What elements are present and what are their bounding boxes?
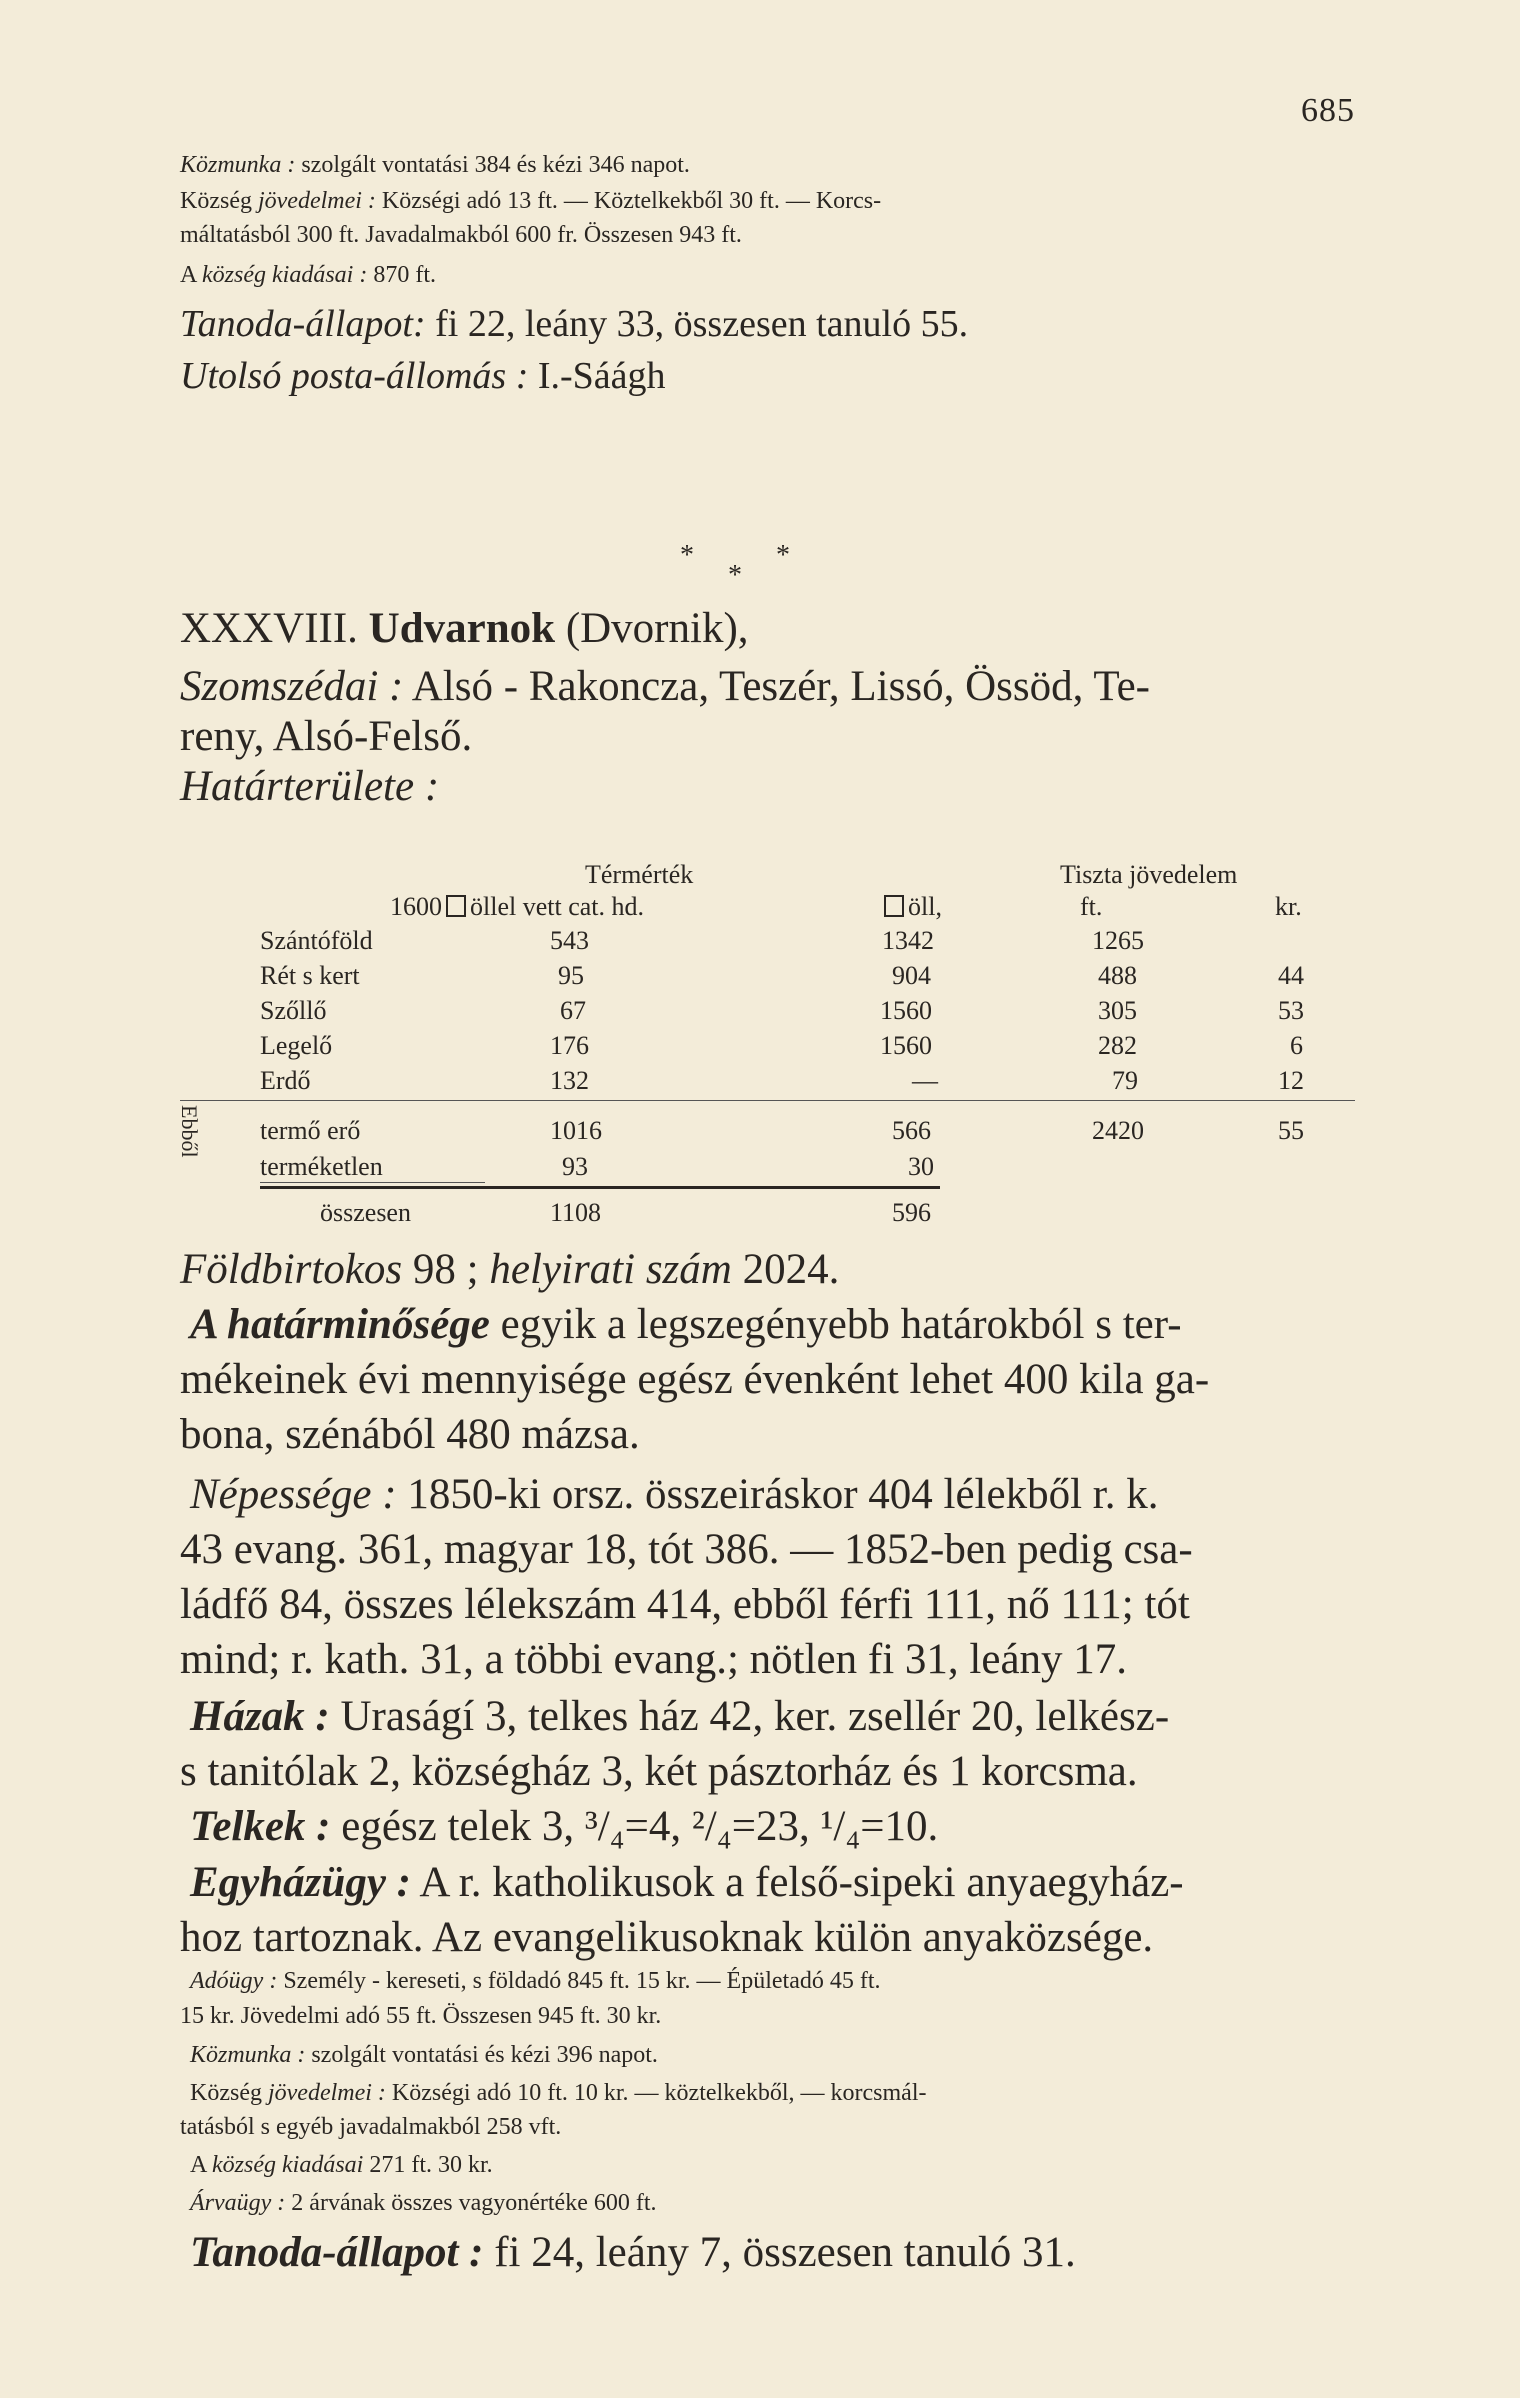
adougy-label: Adóügy : xyxy=(190,1968,278,1994)
row-label: Szántóföld xyxy=(260,926,373,955)
intro-posta-line xyxy=(180,354,666,398)
row-hd: 132 xyxy=(550,1066,589,1095)
intro-kiadas-line xyxy=(180,262,436,289)
egyhazugy-text-2: hoz tartoznak. Az evangelikusoknak külön anyaközsége. xyxy=(180,1914,1154,1961)
adougy-text-2: 15 kr. Jövedelmi adó 55 ft. Összesen 945 ft. 30 kr. xyxy=(180,2003,662,2029)
row-kr: 12 xyxy=(1278,1066,1304,1095)
hatarminosege-line1 xyxy=(190,1300,1182,1349)
foldbirtokos-num: 98 ; xyxy=(412,1246,479,1293)
row-ft: 282 xyxy=(1098,1031,1137,1060)
row-ft: 79 xyxy=(1112,1066,1138,1095)
kiadas-label: község kiadásai : xyxy=(202,262,368,288)
egyhazugy-line1 xyxy=(190,1858,1184,1907)
row-oll: 1560 xyxy=(880,1031,932,1060)
telkek-text: egész telek 3, ³/₄=4, ²/₄=23, ¹/₄=10. xyxy=(341,1803,939,1850)
termeketlen-hd: 93 xyxy=(562,1152,588,1181)
section-stars xyxy=(680,540,800,600)
szomszedai-line1 xyxy=(180,662,1150,711)
termo-oll: 566 xyxy=(892,1116,931,1145)
kiadas-a: A xyxy=(180,262,197,288)
hazak-text-1: Uraságí 3, telkes ház 42, ker. zsellér 20, lelkész- xyxy=(340,1693,1170,1740)
jovedelmei-text-2: tatásból s egyéb javadalmakból 258 vft. xyxy=(180,2114,562,2140)
row-kr: 6 xyxy=(1290,1031,1303,1060)
header-oll xyxy=(880,892,942,922)
page-number: 685 xyxy=(1301,92,1355,129)
row-hd: 67 xyxy=(560,996,586,1025)
kiadasai-a: A xyxy=(190,2152,207,2178)
jovedelem-text-2: máltatásból 300 ft. Javadalmakból 600 fr. Összesen 943 ft. xyxy=(180,222,742,248)
kiadasai-text: 271 ft. 30 kr. xyxy=(369,2152,493,2178)
szomszedai-text-2: reny, Alsó-Felső. xyxy=(180,713,473,760)
entry-name: Udvarnok xyxy=(368,605,556,652)
row-label: Legelő xyxy=(260,1031,333,1060)
telkek-line xyxy=(190,1802,938,1851)
hatarminosege-text-3: bona, szénából 480 mázsa. xyxy=(180,1411,640,1458)
star-bottom: * xyxy=(728,560,742,591)
intro-kozmunka-line xyxy=(180,152,690,179)
egyhazugy-label: Egyházügy : xyxy=(190,1859,411,1906)
entry-number: XXXVIII. xyxy=(180,605,358,652)
intro-tanoda-line xyxy=(180,302,968,346)
hatarminosege-text-1: egyik a legszegényebb határokból s ter- xyxy=(500,1301,1182,1348)
row-ft: 305 xyxy=(1098,996,1137,1025)
tanoda-final-line xyxy=(190,2228,1076,2277)
intro-jovedelem-line1 xyxy=(180,188,881,215)
egyhazugy-text-1: A r. katholikusok a felső-sipeki anyaegyház- xyxy=(419,1859,1184,1906)
sum-rule xyxy=(260,1186,940,1189)
osszesen-oll: 596 xyxy=(892,1198,931,1227)
tanoda-label: Tanoda-állapot: xyxy=(180,303,426,345)
jovedelmei-a: Község xyxy=(190,2080,262,2106)
nepessege-text-1: 1850-ki orsz. összeiráskor 404 lélekből r. k. xyxy=(407,1471,1159,1518)
hatarterulete-label: Határterülete : xyxy=(180,763,440,810)
nepessege-text-3: ládfő 84, összes lélekszám 414, ebből férfi 111, nő 111; tót xyxy=(180,1581,1190,1628)
row-hd: 543 xyxy=(550,926,589,955)
nepessege-text-2: 43 evang. 361, magyar 18, tót 386. — 1852-ben pedig csa- xyxy=(180,1526,1193,1573)
adougy-text-1: Személy - kereseti, s földadó 845 ft. 15 kr. — Épületadó 45 ft. xyxy=(283,1968,881,1994)
row-oll: 1560 xyxy=(880,996,932,1025)
header-1600-ollel xyxy=(390,892,644,922)
nepessege-text-4: mind; r. kath. 31, a többi evang.; nötlen fi 31, leány 17. xyxy=(180,1636,1128,1683)
row-hd: 176 xyxy=(550,1031,589,1060)
helyirati-num: 2024. xyxy=(742,1246,840,1293)
row-oll: 904 xyxy=(892,961,931,990)
foldbirtokos-label: Földbirtokos xyxy=(180,1246,403,1293)
jovedelem-text-1: Községi adó 13 ft. — Köztelkekből 30 ft. — Korcs- xyxy=(381,188,882,214)
foldbirtokos-line xyxy=(180,1245,839,1294)
termo-kr: 55 xyxy=(1278,1116,1304,1145)
posta-label: Utolsó posta-állomás : xyxy=(180,355,529,397)
arvaugy-line xyxy=(190,2190,657,2217)
adougy-line1 xyxy=(190,1968,881,1995)
tanoda-final-text: fi 24, leány 7, összesen tanuló 31. xyxy=(494,2229,1076,2276)
table-divider xyxy=(180,1100,1355,1101)
book-page xyxy=(177,0,1355,2398)
header-ft: ft. xyxy=(1080,892,1103,921)
kiadasai-line xyxy=(190,2152,493,2179)
hazak-text-2: s tanitólak 2, községház 3, két pásztorház és 1 korcsma. xyxy=(180,1748,1138,1795)
termeketlen-oll: 30 xyxy=(908,1152,934,1181)
label-underline xyxy=(260,1182,485,1183)
tanoda-final-label: Tanoda-állapot : xyxy=(190,2229,484,2276)
row-kr: 44 xyxy=(1278,961,1304,990)
kiadas-text: 870 ft. xyxy=(373,262,436,288)
row-hd: 95 xyxy=(558,961,584,990)
helyirati-label: helyirati szám xyxy=(489,1246,732,1293)
header-termertek: Térmérték xyxy=(585,860,694,889)
header-oll-text: öll, xyxy=(908,892,942,921)
jovedelmei-label: jövedelmei : xyxy=(267,2080,386,2106)
kiadasai-label: község kiadásai xyxy=(212,2152,364,2178)
header-1600: 1600 xyxy=(390,892,442,921)
nepessege-label: Népessége : xyxy=(190,1471,397,1518)
termeketlen-label: terméketlen xyxy=(260,1152,383,1181)
telkek-label: Telkek : xyxy=(190,1803,331,1850)
hatarminosege-label: A határminősége xyxy=(190,1301,490,1348)
square-symbol xyxy=(884,895,904,917)
osszesen-hd: 1108 xyxy=(550,1198,602,1227)
row-oll: — xyxy=(912,1066,938,1095)
jovedelem-label-b: jövedelmei : xyxy=(257,188,376,214)
header-ollel: öllel vett cat. hd. xyxy=(470,892,645,921)
posta-text: I.-Sáágh xyxy=(537,355,666,397)
hazak-line1 xyxy=(190,1692,1169,1741)
arvaugy-text: 2 árvának összes vagyonértéke 600 ft. xyxy=(291,2190,657,2216)
row-label: Rét s kert xyxy=(260,961,360,990)
arvaugy-label: Árvaügy : xyxy=(190,2190,286,2216)
kozmunka-text: szolgált vontatási 384 és kézi 346 napot. xyxy=(301,152,690,178)
row-ft: 488 xyxy=(1098,961,1137,990)
header-kr: kr. xyxy=(1275,892,1302,921)
header-tiszta-jovedelem: Tiszta jövedelem xyxy=(1060,860,1238,889)
kozmunka-label: Közmunka : xyxy=(180,152,296,178)
szomszedai-label: Szomszédai : xyxy=(180,663,404,710)
square-symbol xyxy=(446,895,466,917)
kozmunka-label-2: Közmunka : xyxy=(190,2042,306,2068)
ebbol-side-label: Ebből xyxy=(177,1105,202,1158)
termo-label: termő erő xyxy=(260,1116,361,1145)
jovedelmei-text-1: Községi adó 10 ft. 10 kr. — köztelkekből, — korcsmál- xyxy=(391,2080,927,2106)
star-left: * xyxy=(680,540,694,571)
jovedelem-label-a: Község xyxy=(180,188,252,214)
row-oll: 1342 xyxy=(882,926,934,955)
row-label: Szőllő xyxy=(260,996,327,1025)
tanoda-text: fi 22, leány 33, összesen tanuló 55. xyxy=(435,303,969,345)
termo-hd: 1016 xyxy=(550,1116,602,1145)
termo-ft: 2420 xyxy=(1092,1116,1144,1145)
nepessege-line1 xyxy=(190,1470,1158,1519)
entry-heading xyxy=(180,604,749,653)
land-table xyxy=(177,860,1355,1290)
hatarminosege-text-2: mékeinek évi mennyisége egész évenként lehet 400 kila ga- xyxy=(180,1356,1210,1403)
star-right: * xyxy=(776,540,790,571)
kozmunka-line xyxy=(190,2042,658,2069)
row-label: Erdő xyxy=(260,1066,311,1095)
szomszedai-text-1: Alsó - Rakoncza, Teszér, Lissó, Össöd, Te- xyxy=(411,663,1150,710)
osszesen-label: összesen xyxy=(320,1198,411,1227)
hazak-label: Házak : xyxy=(190,1693,330,1740)
entry-alt-name: (Dvornik), xyxy=(565,605,749,652)
row-kr: 53 xyxy=(1278,996,1304,1025)
row-ft: 1265 xyxy=(1092,926,1144,955)
kozmunka-text-2: szolgált vontatási és kézi 396 napot. xyxy=(311,2042,658,2068)
jovedelmei-line1 xyxy=(190,2080,926,2107)
